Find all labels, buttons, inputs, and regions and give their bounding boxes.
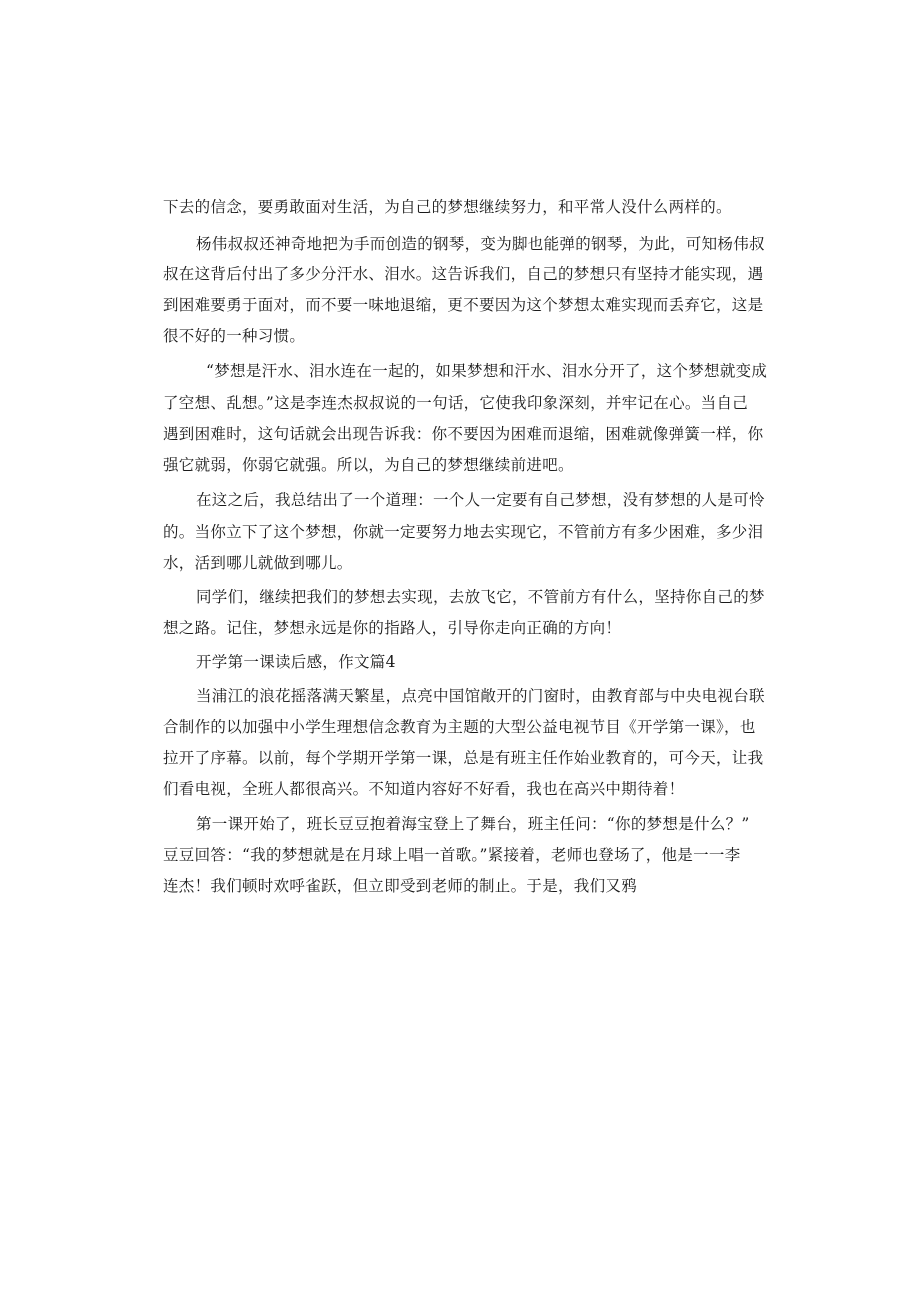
- text-line: 很不好的一种习惯。: [163, 327, 306, 345]
- text-line: 合制作的以加强中小学生理想信念教育为主题的大型公益电视节目《开学第一课》，也: [163, 718, 756, 736]
- paragraph-first-line: 同学们，继续把我们的梦想去实现，去放飞它，不管前方有什么，坚持你自己的梦: [196, 588, 765, 606]
- text-line: 的。当你立下了这个梦想，你就一定要努力地去实现它，不管前方有多少困难，多少泪: [163, 523, 764, 541]
- text-line: 下去的信念，要勇敢面对生活，为自己的梦想继续努力，和平常人没什么两样的。: [163, 198, 732, 216]
- paragraph-first-line: 杨伟叔叔还神奇地把为手而创造的钢琴，变为脚也能弹的钢琴，为此，可知杨伟叔: [196, 235, 765, 253]
- section-heading: 开学第一课读后感，作文篇4: [196, 653, 396, 671]
- text-line: 了空想、乱想。”这是李连杰叔叔说的一句话，它使我印象深刻，并牢记在心。当自己: [163, 394, 749, 412]
- text-line: 拉开了序幕。以前，每个学期开学第一课，总是有班主任作始业教育的，可今天，让我: [163, 749, 764, 767]
- paragraph-first-line: “梦想是汗水、泪水连在一起的，如果梦想和汗水、泪水分开了，这个梦想就变成: [206, 362, 768, 380]
- text-line: 到困难要勇于面对，而不要一味地退缩，更不要因为这个梦想太难实现而丢弃它，这是: [163, 296, 764, 314]
- text-line: 水，活到哪儿就做到哪儿。: [163, 554, 353, 572]
- text-line: 想之路。记住，梦想永远是你的指路人，引导你走向正确的方向！: [163, 619, 622, 637]
- text-line: 们看电视，全班人都很高兴。不知道内容好不好看，我也在高兴中期待着！: [163, 780, 685, 798]
- text-line: 强它就弱，你弱它就强。所以，为自己的梦想继续前进吧。: [163, 456, 574, 474]
- text-line: 叔在这背后付出了多少分汗水、泪水。这告诉我们，自己的梦想只有坚持才能实现，遇: [163, 265, 764, 283]
- text-line: 豆豆回答：“我的梦想就是在月球上唱一首歌。”紧接着，老师也登场了，他是一一李: [163, 846, 741, 864]
- text-line: 遇到困难时，这句话就会出现告诉我：你不要因为困难而退缩，困难就像弹簧一样，你: [163, 425, 764, 443]
- paragraph-first-line: 当浦江的浪花摇落满天繁星，点亮中国馆敞开的门窗时，由教育部与中央电视台联: [196, 687, 765, 705]
- paragraph-first-line: 第一课开始了，班长豆豆抱着海宝登上了舞台，班主任问：“你的梦想是什么？”: [196, 815, 750, 833]
- paragraph-first-line: 在这之后，我总结出了一个道理：一个人一定要有自己梦想，没有梦想的人是可怜: [196, 491, 765, 509]
- text-line: 连杰！我们顿时欢呼雀跃，但立即受到老师的制止。于是，我们又鸦: [163, 877, 638, 895]
